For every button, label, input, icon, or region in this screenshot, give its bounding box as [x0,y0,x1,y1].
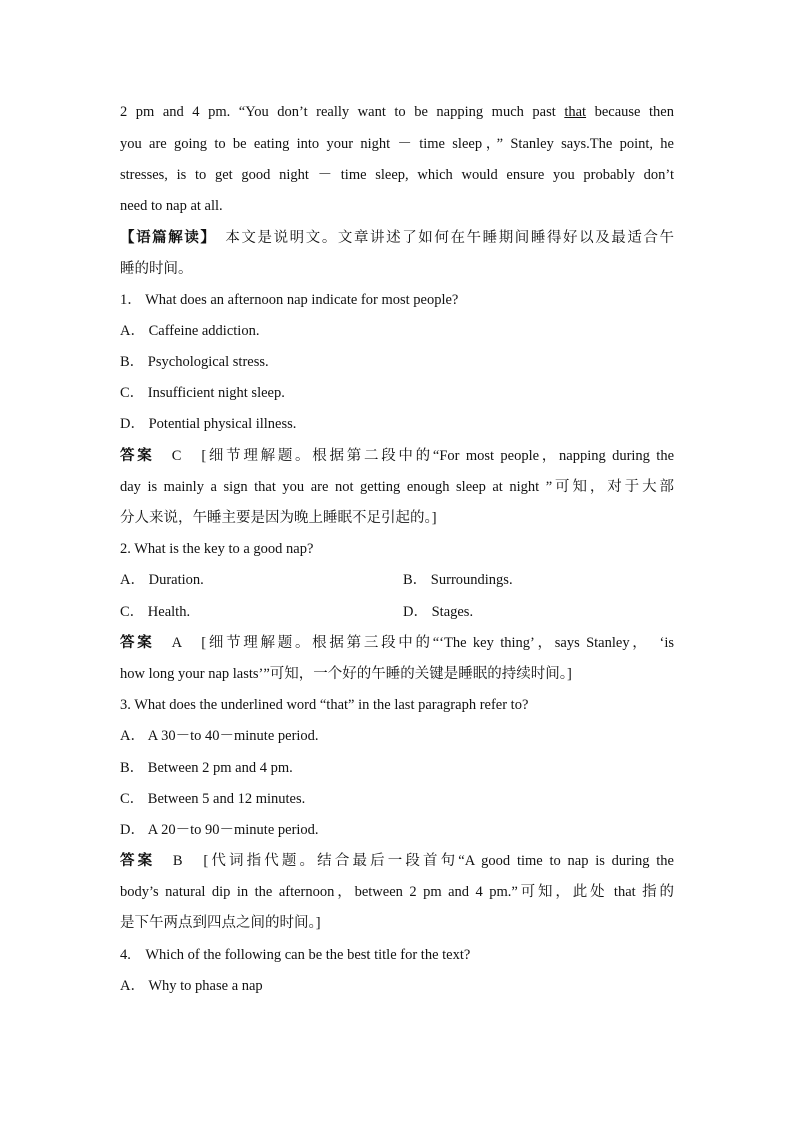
q1-option-c: C． Insufficient night sleep. [120,385,285,401]
analysis-text-1: 本文是说明文。文章讲述了如何在午睡期间睡得好以及最适合午 [209,230,675,246]
question-2: 2. What is the key to a good nap? [120,541,314,557]
q3-option-a: A． A 30－to 40－minute period. [120,728,319,744]
passage-line-1 [120,102,674,122]
q3-option-c: C． Between 5 and 12 minutes. [120,791,306,807]
passage-line-1-start: 2 pm and 4 pm. “You don’t really want to be napping much past [120,104,565,120]
q2-answer-label: 答案 [120,635,155,651]
analysis-line-2: 睡的时间。 [120,261,193,277]
q3-answer-line-3: 是下午两点到四点之间的时间。] [120,915,321,931]
question-1: 1． What does an afternoon nap indicate for most people? [120,292,459,308]
q3-answer-label: 答案 [120,853,156,869]
passage-line-2: you are going to be eating into your night － time sleep，” Stanley says.The point, he [120,136,674,152]
q2-options-row-1 [120,570,674,590]
q2-option-a: A． Duration. [120,572,204,588]
question-3: 3. What does the underlined word “that” in the last paragraph refer to? [120,697,529,713]
q2-answer-text-1: A [细节理解题。根据第三段中的“‘The key thing’，says Stanley， ‘is [154,635,675,651]
q1-option-b: B． Psychological stress. [120,354,269,370]
q2-option-c: C． Health. [120,604,191,620]
q2-options-row-2 [120,602,674,622]
q3-option-d: D． A 20－to 90－minute period. [120,822,319,838]
q1-option-d: D． Potential physical illness. [120,416,297,432]
passage-line-3: stresses, is to get good night － time sleep, which would ensure you probably don’t [120,167,674,183]
passage-line-1-end: because then [586,104,674,120]
analysis-label: 【语篇解读】 [120,230,210,246]
q1-answer-text-1: C [细节理解题。根据第二段中的“For most people，napping during the [154,448,675,464]
question-4: 4. Which of the following can be the best title for the text? [120,947,471,963]
q1-option-a: A． Caffeine addiction. [120,323,260,339]
q1-answer-line-2: day is mainly a sign that you are not getting enough sleep at night ”可知，对于大部 [120,479,674,495]
passage-line-4: need to nap at all. [120,198,223,214]
q4-option-a: A． Why to phase a nap [120,978,263,994]
q2-answer-line-2: how long your nap lasts’”可知，一个好的午睡的关键是睡眠的持续时间。] [120,666,572,682]
q3-answer-text-1: B [代词指代题。结合最后一段首句“A good time to nap is during the [155,853,674,869]
q1-answer-label: 答案 [120,448,155,464]
q3-answer-line-2: body’s natural dip in the afternoon，between 2 pm and 4 pm.”可知，此处 that 指的 [120,884,674,900]
q2-option-b: B． Surroundings. [403,572,513,588]
underlined-word-that: that [564,104,587,120]
analysis-line-1 [120,228,674,248]
q1-answer-line-1 [120,446,674,466]
q3-option-b: B． Between 2 pm and 4 pm. [120,760,293,776]
q1-answer-line-3: 分人来说，午睡主要是因为晚上睡眠不足引起的。] [120,510,437,526]
q3-answer-line-1 [120,851,674,871]
q2-answer-line-1 [120,633,674,653]
q2-option-d: D． Stages. [403,604,474,620]
